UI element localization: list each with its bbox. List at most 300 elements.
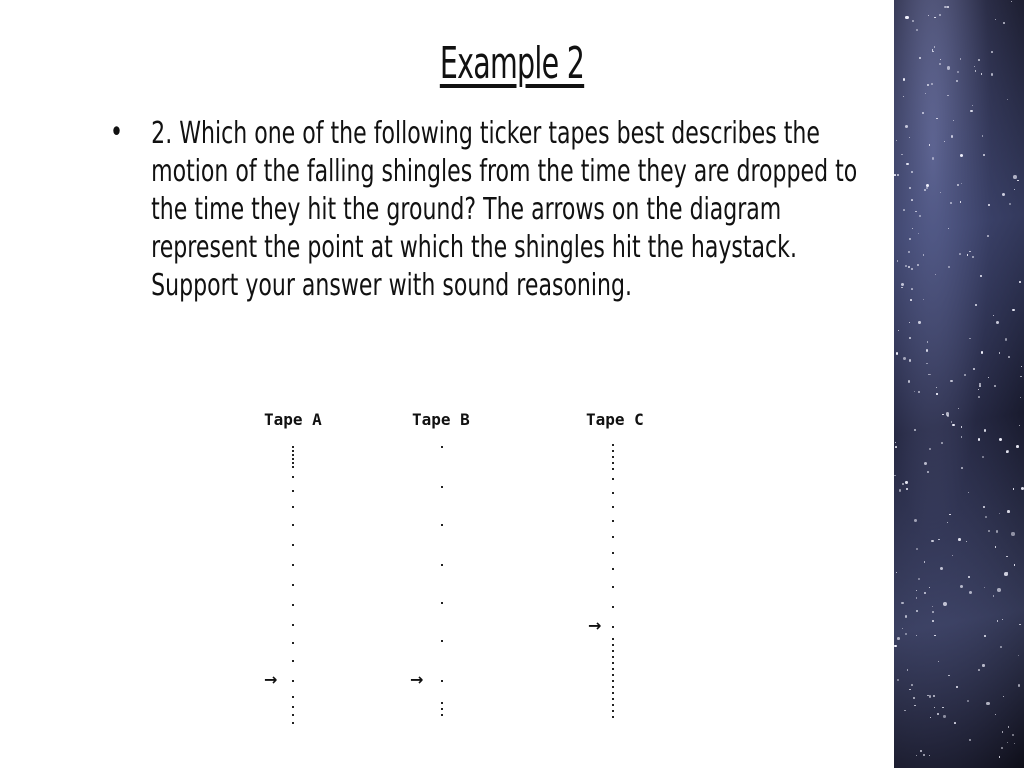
star [967,254,969,256]
star [960,585,963,588]
star [894,645,896,647]
star [896,572,897,573]
star [1021,366,1022,367]
star [918,321,920,323]
tape-dot [292,524,294,526]
star [932,620,934,622]
tape-dot [441,702,443,704]
star [960,58,962,60]
star [983,506,985,508]
star [997,588,1001,592]
star [932,611,934,613]
star [911,684,913,686]
star [916,610,918,612]
star [897,637,900,640]
tape-dot [441,524,443,526]
star [1019,425,1020,426]
star [944,6,947,9]
star [911,288,913,290]
star [909,137,910,138]
star [1021,487,1024,490]
star [982,664,984,666]
star [926,184,929,187]
star [930,717,931,718]
star [898,330,899,331]
tape-dot [292,454,294,456]
tape-dot [612,656,614,658]
tape-dot [292,722,294,724]
star [1011,532,1014,535]
star [936,387,937,388]
star [908,266,910,268]
star [1005,338,1008,341]
bullet-icon: • [110,115,124,150]
star [984,635,986,637]
star [910,299,912,301]
tape-a-label: Tape A [264,410,322,429]
star [951,135,953,137]
tape-dot [612,638,614,640]
star [999,513,1000,514]
star [980,275,982,277]
star [970,110,972,112]
star [911,199,913,201]
star [944,141,945,142]
star [986,702,989,705]
star [1007,742,1008,743]
star [997,620,998,621]
star [924,189,926,191]
star [975,70,977,72]
tape-dot [612,626,614,628]
star [1006,556,1008,558]
star [906,163,908,165]
star [934,635,935,636]
tape-dot [612,568,614,570]
star [988,377,989,378]
star [981,351,983,353]
star [909,359,911,361]
star [928,15,930,17]
star [923,299,925,301]
star [940,567,943,570]
star [929,695,931,697]
star [947,522,948,523]
star [1014,189,1015,190]
star [951,421,953,423]
star [1001,747,1003,749]
star [932,606,933,607]
star [979,385,981,387]
star [1013,175,1017,179]
star [902,483,904,485]
star [1014,564,1016,566]
star [1013,488,1014,489]
star [901,602,904,605]
star [1004,572,1008,576]
star [935,274,936,275]
star [974,66,975,67]
tape-dot [292,446,294,448]
star [995,546,996,547]
star [966,541,967,542]
star [917,264,919,266]
star [909,337,911,339]
star [1020,397,1021,398]
star [916,590,917,591]
star [916,635,917,636]
star [934,17,936,19]
star [933,695,935,697]
star [1018,655,1019,656]
star [903,96,905,98]
star [929,755,930,756]
star [960,154,963,157]
star [975,304,977,306]
star [905,265,907,267]
tape-dot [292,458,294,460]
star [903,78,906,81]
star [899,489,901,491]
tape-dot [292,714,294,716]
tape-b-arrow-icon: → [410,670,424,689]
star [952,555,953,556]
tape-dot [612,606,614,608]
star [902,628,903,629]
star [932,157,934,159]
star [923,254,925,256]
star [957,184,959,186]
tape-dot [292,564,294,566]
tape-dot [441,714,443,716]
tape-dot [612,704,614,706]
tape-dot [612,444,614,446]
star [1016,445,1019,448]
tape-dot [612,462,614,464]
star [920,750,922,752]
star [991,51,993,53]
star [914,429,916,431]
star [972,256,974,258]
star [940,192,941,193]
tape-dot [292,506,294,508]
star [897,260,898,261]
star [905,615,907,617]
star [1008,726,1010,728]
star [984,429,987,432]
star [909,322,910,323]
star [1011,1,1012,2]
star [948,266,950,268]
star [929,448,931,450]
star [969,739,971,741]
tape-dot [441,640,443,642]
star [1012,734,1014,736]
star [914,519,917,522]
tape-dot [612,552,614,554]
star [947,66,951,70]
star [918,578,920,580]
star [943,715,945,717]
star [956,80,958,82]
question-text: 2. Which one of the following ticker tapes best describes the motion of the falling shingles from the time they are dropped to the time they hit the ground? The arrows on the diagram represent the point at which the shingles hit the haystack. Support your answer with sound reasoning. [151,116,858,303]
star [897,679,899,681]
tape-dot [612,650,614,652]
star [909,689,911,691]
slide-title: Example 2 [439,38,585,89]
star [1002,193,1005,196]
star [918,233,919,234]
tape-dot [292,604,294,606]
star [959,253,961,255]
star [999,438,1002,441]
star [982,456,984,458]
tape-dot [292,660,294,662]
star [905,16,909,20]
star [901,287,902,288]
star [927,341,929,343]
star [929,144,931,146]
star [894,475,896,477]
star [973,368,975,370]
star [958,538,961,541]
star [1003,22,1005,24]
star [938,661,940,663]
star [999,756,1001,758]
star [985,516,987,518]
star [950,380,953,383]
tape-dot [441,680,443,682]
tape-dot [612,478,614,480]
tape-dot [612,692,614,694]
tape-dot [612,586,614,588]
star [942,414,944,416]
star [914,391,915,392]
tape-dot [612,710,614,712]
star [903,209,905,211]
star [927,84,929,86]
star [915,211,916,212]
star [1000,646,1002,648]
star [906,488,908,490]
tape-c-label: Tape C [586,410,644,429]
tape-dot [292,462,294,464]
star [895,442,896,443]
tape-dot [292,624,294,626]
star [1003,696,1004,697]
star [926,363,927,364]
star [993,595,994,596]
star [982,135,983,136]
star [956,686,958,688]
star [929,587,930,588]
star [972,105,973,106]
star [926,187,929,190]
star [1002,731,1004,733]
star [1017,180,1018,181]
star [930,374,931,375]
star [924,592,926,594]
star [968,492,969,493]
star [904,710,906,712]
star [916,29,918,31]
star [1012,309,1014,311]
star [912,20,914,22]
star [1007,99,1008,100]
tape-dot [292,706,294,708]
star [931,83,933,85]
star [958,408,959,409]
tape-dot [292,696,294,698]
star [991,73,993,75]
star [895,446,897,448]
star [908,251,909,252]
star [1008,356,1010,358]
star [1020,376,1021,377]
tape-dot [612,536,614,538]
tape-dot [612,644,614,646]
star [912,228,913,229]
star [946,412,950,416]
star [916,548,918,550]
tape-dot [441,602,443,604]
star [1006,450,1009,453]
star [936,118,938,120]
star [954,722,956,724]
star [896,352,898,354]
star [943,602,947,606]
star [947,95,949,97]
tape-a-arrow-icon: → [264,670,278,689]
star [1019,281,1020,282]
star [969,591,972,594]
tape-dot [612,716,614,718]
star [928,374,930,376]
star [960,201,961,202]
star [1014,743,1015,744]
star [949,514,950,515]
star [927,471,929,473]
tape-dot [612,668,614,670]
star [961,183,962,184]
star [919,57,921,59]
star [969,251,970,252]
star [923,754,925,756]
star [896,140,897,141]
tape-dot [612,698,614,700]
star [934,46,935,47]
star [1002,619,1003,620]
star [968,576,970,578]
ticker-tape-diagram [250,400,690,740]
star [897,174,899,176]
star [996,530,998,532]
tape-dot [612,468,614,470]
starfield-image [894,0,1024,768]
tape-dot [612,674,614,676]
star [901,154,902,155]
star [995,714,996,715]
star [987,235,989,237]
star [926,349,928,351]
star [978,669,980,671]
star [961,467,963,469]
star [939,63,941,65]
star [934,707,935,708]
tape-dot [612,456,614,458]
star [952,424,954,426]
star [948,675,949,676]
star [939,14,941,16]
star [978,396,980,398]
star [993,315,994,316]
tape-dot [292,490,294,492]
star [941,442,943,444]
tape-dot [441,708,443,710]
tape-dot [612,450,614,452]
star [905,481,907,483]
star [937,713,939,715]
star [964,374,966,376]
star [983,154,985,156]
star [936,393,937,394]
star [1018,684,1020,686]
star [978,389,979,390]
tape-dot [612,492,614,494]
star [907,669,908,670]
star [911,268,913,270]
star [978,59,980,61]
star [924,561,926,563]
tape-dot [292,544,294,546]
tape-dot [292,584,294,586]
star [988,204,990,206]
star [1007,510,1010,513]
star [940,59,941,60]
tape-b-label: Tape B [412,410,470,429]
star [909,238,911,240]
star [938,539,939,540]
star [996,321,999,324]
star [911,171,913,173]
star [922,112,924,114]
star [913,697,915,699]
tape-dot [441,446,443,448]
star [957,71,959,73]
star [909,187,911,189]
tape-dot [612,506,614,508]
star [924,462,927,465]
star [984,587,986,589]
star [919,215,921,217]
star [967,700,969,702]
star [908,380,910,382]
star [916,755,917,756]
star [969,338,971,340]
star [1019,624,1021,626]
star [950,202,952,204]
star [903,357,907,361]
star [999,352,1000,353]
star [995,19,996,20]
star [916,597,917,598]
star [961,426,963,428]
star [918,391,920,393]
star [914,705,915,706]
star [961,436,962,437]
tape-dot [441,564,443,566]
star [901,283,904,286]
